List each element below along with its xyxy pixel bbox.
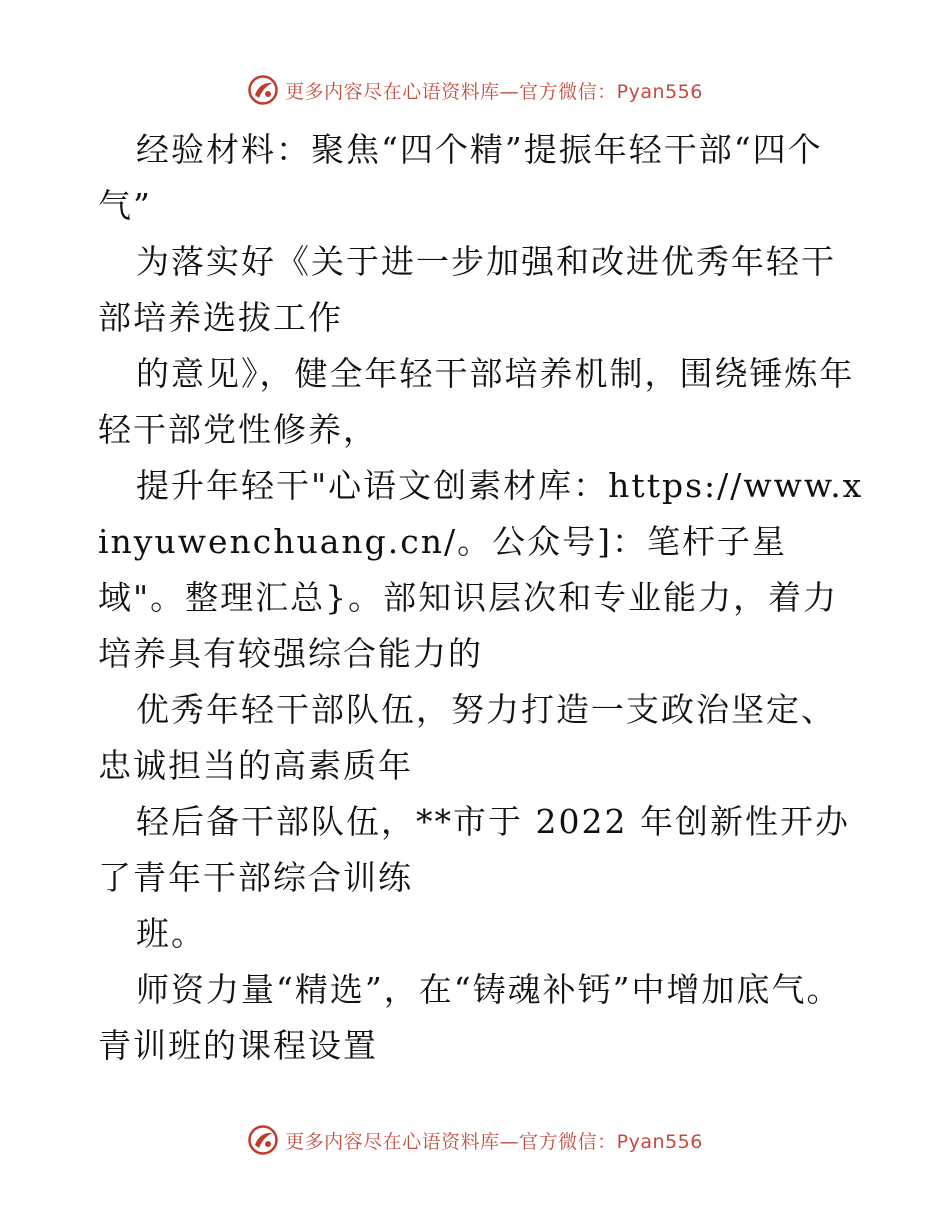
document-paragraph: 经验材料：聚焦“四个精”提振年轻干部“四个气” (98, 130, 823, 225)
red-round-seal-icon (247, 74, 279, 106)
document-paragraph: 轻后备干部队伍，**市于 2022 年创新性开办了青年干部综合训练 (98, 802, 850, 897)
document-paragraph: 为落实好《关于进一步加强和改进优秀年轻干部培养选拔工作 (98, 242, 836, 337)
footer-watermark-text: 更多内容尽在心语资料库—官方微信：Pyan556 (285, 1130, 703, 1153)
document-paragraph: 师资力量“精选”，在“铸魂补钙”中增加底气。青训班的课程设置 (98, 970, 842, 1065)
document-paragraph: 优秀年轻干部队伍，努力打造一支政治坚定、忠诚担当的高素质年 (98, 690, 836, 785)
red-round-seal-icon (247, 1124, 279, 1156)
header-watermark-text: 更多内容尽在心语资料库—官方微信：Pyan556 (285, 80, 703, 103)
document-paragraph: 班。 (136, 914, 206, 953)
header-watermark (0, 70, 950, 110)
document-body (98, 122, 868, 1074)
document-paragraph: 的意见》，健全年轻干部培养机制，围绕锤炼年轻干部党性修养， (98, 354, 855, 449)
document-paragraph: 提升年轻干"心语文创素材库：https://www.xinyuwenchuang.cn/。公众号]：笔杆子星域"。整理汇总}。部知识层次和专业能力，着力培养具有较强综合能力的 (98, 466, 864, 673)
footer-watermark (0, 1120, 950, 1160)
